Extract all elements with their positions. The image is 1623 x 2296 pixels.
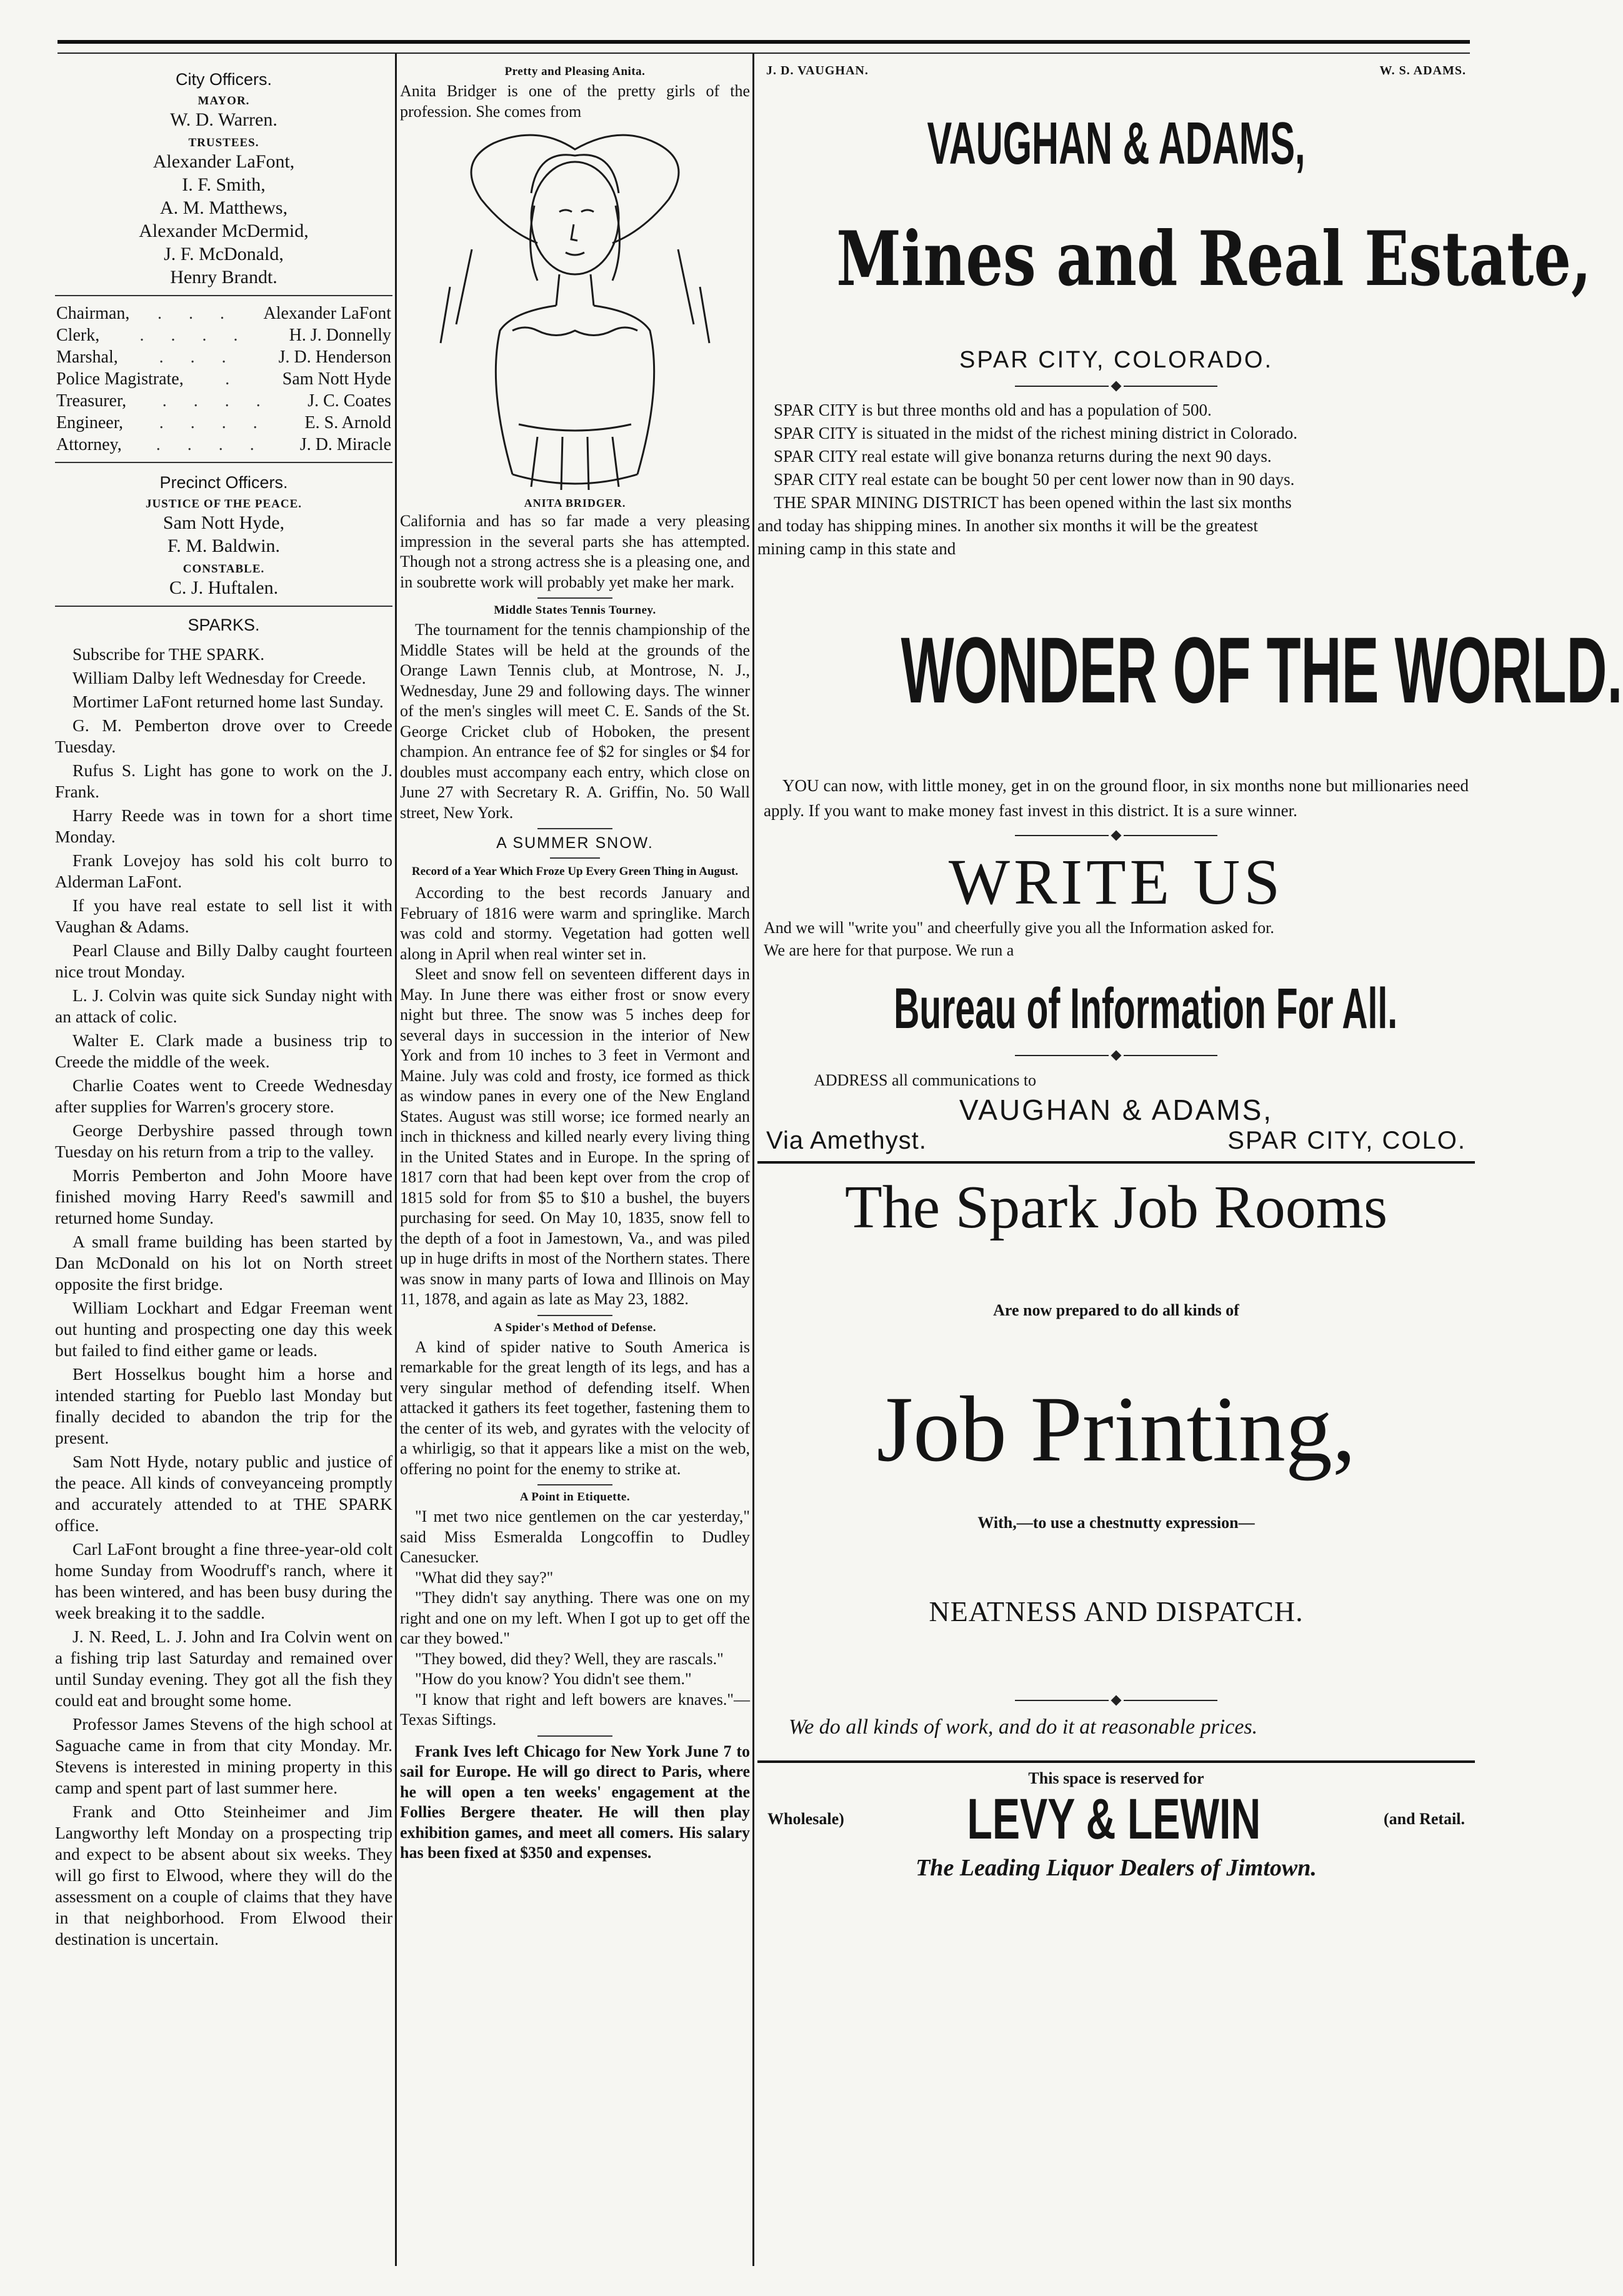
anita-body: California and has so far made a very pleasing impression in the several parts she has attempted. Though not a strong actress she is a pleasing one, and in soubrette work will probably yet make her mark. [400, 512, 750, 591]
spark-item: If you have real estate to sell list it with Vaughan & Adams. [55, 896, 392, 936]
anita-headline: Pretty and Pleasing Anita. [504, 65, 646, 78]
claim-line: SPAR CITY is situated in the midst of the richest mining district in Colorado. [774, 424, 1297, 442]
mayor-label: MAYOR. [197, 94, 250, 107]
spark-item: Rufus S. Light has gone to work on the J. Frank. [55, 761, 392, 801]
trustee-name: J. F. McDonald, [164, 244, 284, 264]
office-role: Treasurer, [56, 391, 127, 411]
spider-body: A kind of spider native to South America is remarkable for the great length of its legs, and has a very singular method of defending itself. When attacked it gathers its feet together, fastening them to the center of its web, and gyrates with the velocity of a whirligig, so that it appears like a mist on the web, offering no point for the enemy to strike at. [400, 1337, 750, 1478]
etiquette-paragraph: "They didn't say anything. There was one on my right and one on my left. When I got up to get off the car they bowed." [400, 1589, 750, 1647]
write-text: We are here for that purpose. We run a [764, 941, 1014, 959]
offices-list [55, 302, 392, 456]
office-role: Clerk, [56, 326, 100, 345]
office-row: Engineer, . . . . E. S. Arnold [56, 413, 391, 432]
office-row: Treasurer, . . . . J. C. Coates [56, 391, 391, 411]
divider [537, 1735, 612, 1737]
office-role: Attorney, [56, 435, 122, 454]
prepared-text: Are now prepared to do all kinds of [993, 1301, 1239, 1319]
business-line: Mines and Real Estate, [836, 215, 1592, 303]
spark-item: Carl LaFont brought a fine three-year-old colt home Sunday from Woodruff's ranch, where it has been wintered, and has been busy during the week breaking it to the saddle. [55, 1539, 392, 1622]
justice-name: F. M. Baldwin. [167, 536, 281, 556]
office-holder: E. S. Arnold [304, 413, 391, 432]
claims-list [757, 399, 1475, 561]
constable-label: CONSTABLE. [182, 562, 265, 576]
anita-intro: Anita Bridger is one of the pretty girls of the profession. She comes from [400, 82, 750, 121]
spark-item: Frank Lovejoy has sold his colt burro to Alderman LaFont. [55, 851, 392, 891]
claim-line: SPAR CITY real estate can be bought 50 per cent lower now than in 90 days. [774, 470, 1295, 489]
office-holder: Sam Nott Hyde [282, 369, 391, 389]
ornament-divider [757, 832, 1475, 839]
top-rule-thin [57, 52, 1470, 54]
claim-line: mining camp in this state and [757, 539, 956, 558]
levy-lewin-name: LEVY & LEWIN [967, 1787, 1261, 1851]
reserved-text: This space is reserved for [1028, 1769, 1204, 1787]
trustee-name: A. M. Matthews, [159, 197, 288, 218]
trustees-list [55, 150, 392, 289]
divider [550, 857, 600, 859]
office-holder: H. J. Donnelly [289, 326, 391, 345]
office-row: Attorney, . . . . J. D. Miracle [56, 435, 391, 454]
divider [537, 1484, 612, 1485]
spark-item: William Lockhart and Edgar Freeman went out hunting and prospecting one day this week but failed to find either game or leads. [55, 1298, 392, 1360]
trustee-name: I. F. Smith, [182, 174, 266, 195]
column-divider-2 [752, 54, 754, 2266]
spark-item: Pearl Clause and Billy Dalby caught fourteen nice trout Monday. [55, 941, 392, 981]
firm-name: VAUGHAN & ADAMS, [927, 110, 1306, 177]
claim-line: THE SPAR MINING DISTRICT has been opened within the last six months [774, 493, 1292, 512]
tennis-body: The tournament for the tennis championship of the Middle States will be held at the grounds of the Orange Lawn Tennis club, at Montrose, N. J., Wednesday, June 29 and following days. The winner of the men's singles will meet C. E. Sands of the St. George Cricket club of Hoboken, the present champion. An entrance fee of $2 for singles or $4 for doubles must accompany each entry, which close on June 27 with Secretary R. A. Griffin, No. 50 Wall street, New York. [400, 621, 750, 822]
column-articles [400, 60, 750, 1864]
sparks-title: SPARKS. [187, 616, 260, 634]
summer-snow-headline: A SUMMER SNOW. [496, 834, 654, 852]
precinct-officers-title: Precinct Officers. [159, 473, 288, 492]
spark-item: Subscribe for THE SPARK. [72, 644, 265, 664]
claim-line: SPAR CITY real estate will give bonanza returns during the next 90 days. [774, 447, 1272, 466]
section-rule [757, 1760, 1475, 1763]
office-row: Police Magistrate, . Sam Nott Hyde [56, 369, 391, 389]
column-officers-sparks [55, 60, 392, 1952]
anita-bridger-illustration [412, 124, 737, 493]
spark-item: Professor James Stevens of the high school at Saguache came in from that city Monday. Mr. Stevens is interested in mining property in this camp and spent part of last summer here. [55, 1714, 392, 1797]
trustee-name: Alexander LaFont, [152, 151, 295, 172]
spark-item: Walter E. Clark made a business trip to Creede the middle of the week. [55, 1031, 392, 1071]
divider [537, 1315, 612, 1316]
spark-item: Sam Nott Hyde, notary public and justice of the peace. All kinds of conveyanceing promptly and accurately attended to at THE SPARK office. [55, 1452, 392, 1535]
address-city: SPAR CITY, COLO. [1227, 1127, 1466, 1154]
spark-item: Morris Pemberton and John Moore have finished moving Harry Reed's sawmill and returned home Sunday. [55, 1165, 392, 1227]
ornament-divider [757, 1697, 1475, 1704]
mayor-name: W. D. Warren. [170, 109, 277, 130]
etiquette-headline: A Point in Etiquette. [519, 1490, 631, 1504]
top-rule [57, 40, 1470, 44]
office-role: Police Magistrate, [56, 369, 184, 389]
etiquette-paragraph: "I met two nice gentlemen on the car yesterday," said Miss Esmeralda Longcoffin to Dudley Canesucker. [400, 1507, 750, 1566]
tennis-headline: Middle States Tennis Tourney. [494, 604, 656, 617]
justice-label: JUSTICE OF THE PEACE. [145, 497, 302, 511]
etiquette-paragraph: "How do you know? You didn't see them." [415, 1670, 692, 1688]
ornament-divider [757, 382, 1475, 390]
wonder-headline: WONDER OF THE WORLD. [901, 617, 1623, 722]
divider [55, 462, 392, 463]
spark-item: L. J. Colvin was quite sick Sunday night with an attack of colic. [55, 986, 392, 1026]
divider [55, 295, 392, 296]
levy-row [757, 1788, 1475, 1850]
spark-item: Bert Hosselkus bought him a horse and intended starting for Pueblo last Monday but finally decided to abandon the trip for the present. [55, 1364, 392, 1447]
section-rule [757, 1161, 1475, 1164]
spark-item: Mortimer LaFont returned home last Sunday. [72, 692, 384, 711]
ornament-divider [757, 1052, 1475, 1059]
ives-item: Frank Ives left Chicago for New York June 7 to sail for Europe. He will go direct to Paris, where he will open a ten weeks' engagement at the Follies Bergere theater. He will then play exhibition games, and meet all comers. His salary has been fixed at $350 and expenses. [400, 1742, 750, 1862]
write-us-headline: WRITE US [948, 846, 1284, 918]
etiquette-paragraph: "I know that right and left bowers are knaves."—Texas Siftings. [400, 1690, 750, 1729]
address-row [757, 1127, 1475, 1155]
office-row: Chairman, . . . Alexander LaFont [56, 304, 391, 323]
divider [537, 597, 612, 599]
summer-snow-paragraph: Sleet and snow fell on seventeen different days in May. In June there was either frost or snow every night but three. The snow was 5 inches deep for several days in succession in the interior of New York and from 10 inches to 3 feet in Vermont and Maine. July was cold and frosty, ice formed as thick as window panes in every one of the New England States. August was still worse; ice formed nearly an inch in thickness and killed nearly every living thing in the United States and in Europe. In the spring of 1817 corn that had been kept over from the crop of 1815 sold for from $5 to $10 a bushel, the buyers purchasing for seed. On May 10, 1835, snow fell to the depth of a foot in Jamestown, Va., and was piled up in huge drifts in most of the Northern states. There was snow in many parts of Iowa and Illinois on May 11, 1878, and again as late as May 23, 1882. [400, 965, 750, 1308]
write-text: And we will "write you" and cheerfully give you all the Information asked for. [764, 919, 1274, 937]
partner-left: J. D. VAUGHAN. [766, 64, 869, 77]
job-printing-headline: Job Printing, [876, 1377, 1356, 1481]
reasonable-prices-text: We do all kinds of work, and do it at reasonable prices. [789, 1715, 1258, 1739]
column-advertisements [757, 60, 1623, 1882]
office-row: Clerk, . . . . H. J. Donnelly [56, 326, 391, 345]
etiquette-paragraph: "What did they say?" [415, 1568, 554, 1587]
summer-snow-subhead: Record of a Year Which Froze Up Every Green Thing in August. [411, 865, 739, 878]
spark-item: G. M. Pemberton drove over to Creede Tuesday. [55, 716, 392, 756]
bureau-headline: Bureau of Information For All. [894, 977, 1398, 1041]
office-role: Chairman, [56, 304, 130, 323]
partner-right: W. S. ADAMS. [1379, 64, 1466, 77]
neatness-line: NEATNESS AND DISPATCH. [929, 1595, 1304, 1627]
etiquette-paragraph: "They bowed, did they? Well, they are rascals." [415, 1649, 724, 1668]
spark-item: George Derbyshire passed through town Tuesday on his return from a trip to the valley. [55, 1121, 392, 1161]
column-divider-1 [395, 54, 397, 2266]
spark-item: A small frame building has been started by Dan McDonald on his lot on North street opposite the first bridge. [55, 1232, 392, 1294]
claim-line: and today has shipping mines. In another six months it will be the greatest [757, 516, 1258, 535]
office-holder: Alexander LaFont [263, 304, 391, 323]
justice-name: Sam Nott Hyde, [162, 512, 285, 533]
invest-text: YOU can now, with little money, get in on the ground floor, in six months none but millionaries need apply. If you want to make money fast invest in this district. It is a sure winner. [764, 776, 1469, 820]
office-holder: J. D. Henderson [278, 347, 391, 367]
wholesale-label: Wholesale) [767, 1810, 844, 1828]
office-role: Marshal, [56, 347, 118, 367]
trustees-label: TRUSTEES. [188, 136, 259, 149]
office-holder: J. D. Miracle [299, 435, 391, 454]
office-row: Marshal, . . . J. D. Henderson [56, 347, 391, 367]
trustee-name: Henry Brandt. [170, 267, 277, 287]
trustee-name: Alexander McDermid, [139, 221, 309, 241]
spark-item: Harry Reede was in town for a short time Monday. [55, 806, 392, 846]
spark-item: J. N. Reed, L. J. John and Ira Colvin went on a fishing trip last Saturday and remained over until Sunday evening. They got all the fish they could eat and brought some home. [55, 1627, 392, 1710]
divider [55, 606, 392, 607]
job-rooms-headline: The Spark Job Rooms [844, 1174, 1388, 1241]
chestnutty-text: With,—to use a chestnutty expression— [977, 1514, 1255, 1532]
partner-names [757, 60, 1475, 78]
location-line: SPAR CITY, COLORADO. [959, 347, 1274, 373]
office-holder: J. C. Coates [307, 391, 391, 411]
city-officers-title: City Officers. [175, 70, 272, 89]
constable-name: C. J. Huftalen. [169, 577, 279, 598]
leading-dealers-text: The Leading Liquor Dealers of Jimtown. [916, 1855, 1317, 1881]
retail-label: (and Retail. [1383, 1810, 1465, 1828]
claim-line: SPAR CITY is but three months old and has a population of 500. [774, 401, 1212, 419]
spider-headline: A Spider's Method of Defense. [494, 1320, 656, 1334]
sparks-list [55, 644, 392, 1950]
spark-item: Charlie Coates went to Creede Wednesday after supplies for Warren's grocery store. [55, 1076, 392, 1116]
spark-item: William Dalby left Wednesday for Creede. [72, 668, 366, 687]
address-firm: VAUGHAN & ADAMS, [959, 1094, 1274, 1126]
address-label: ADDRESS all communications to [814, 1071, 1037, 1089]
office-role: Engineer, [56, 413, 123, 432]
anita-caption: ANITA BRIDGER. [524, 497, 626, 509]
divider [537, 828, 612, 829]
summer-snow-paragraph: According to the best records January and February of 1816 were warm and springlike. March was cold and stormy. Vegetation had gotten well along in April when real winter set in. [400, 884, 750, 963]
address-via: Via Amethyst. [766, 1127, 927, 1154]
spark-item: Frank and Otto Steinheimer and Jim Langworthy left Monday on a prospecting trip and expect to be absent about six weeks. They will go first to Elwood, where they will do the assessment on a couple of claims that they have in that neighborhood. From Elwood their destination is uncertain. [55, 1802, 392, 1949]
